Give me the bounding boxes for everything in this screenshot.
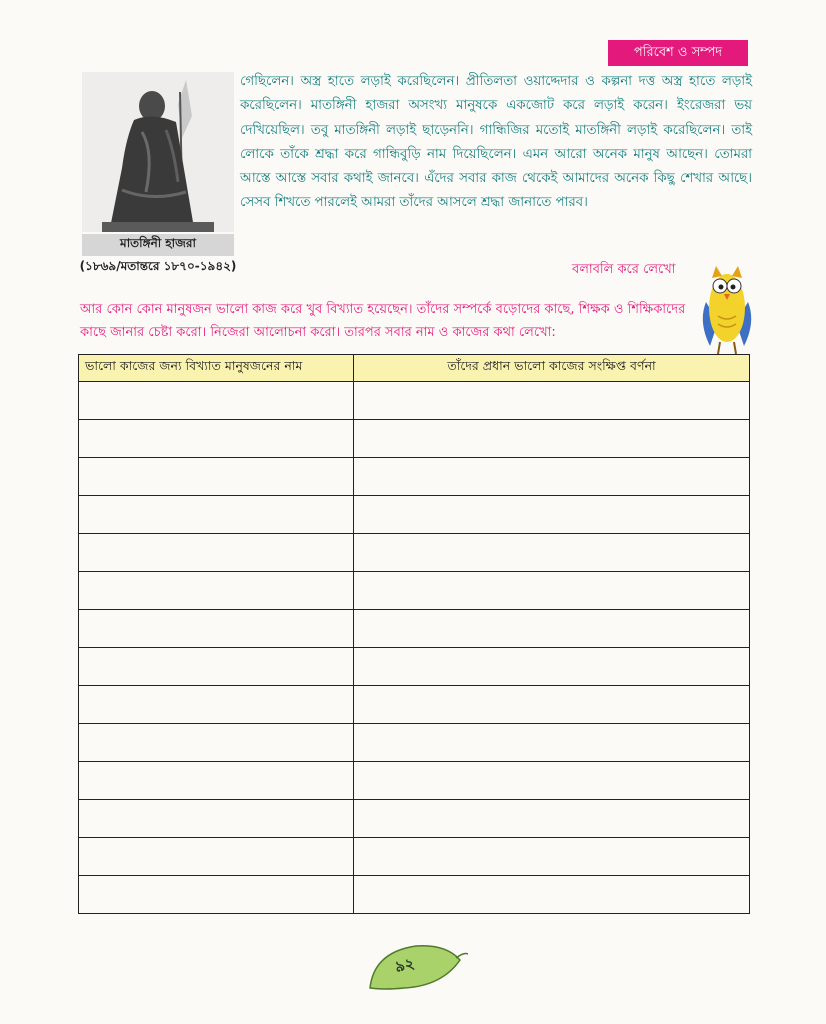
table-row: [79, 876, 750, 914]
description-cell[interactable]: [354, 496, 750, 534]
name-cell[interactable]: [79, 762, 354, 800]
description-cell[interactable]: [354, 382, 750, 420]
body-paragraph: গেছিলেন। অস্ত্র হাতে লড়াই করেছিলেন। প্রীতিলতা ওয়াদ্দেদার ও কল্পনা দত্ত অস্ত্র হাতে লড়াই করেছিলেন। মাতঙ্গিনী হাজরা অসংখ্য মানুষকে একজোট করে লড়াই করেন। ইংরেজরা ভয় দেখিয়েছিল। তবু মাতঙ্গিনী লড়াই ছাড়েননি। গান্ধিজির মতোই মাতঙ্গিনী লড়াই করেছিলেন। তাই লোকে তাঁকে শ্রদ্ধা করে গান্ধিবুড়ি নাম দিয়েছিলেন। এমন আরো অনেক মানুষ আছেন। তোমরা আস্তে আস্তে সবার কথাই জানবে। এঁদের সবার কাজ থেকেই আমাদের অনেক কিছু শেখার আছে। সেসব শিখতে পারলেই আমরা তাঁদের আসলে শ্রদ্ধা জানাতে পারব।: [240, 74, 752, 211]
table-row: [79, 800, 750, 838]
table-row: [79, 724, 750, 762]
description-cell[interactable]: [354, 686, 750, 724]
name-cell[interactable]: [79, 382, 354, 420]
name-cell[interactable]: [79, 724, 354, 762]
description-cell[interactable]: [354, 876, 750, 914]
column-header-description: তাঁদের প্রধান ভালো কাজের সংক্ষিপ্ত বর্ণনা: [354, 355, 750, 382]
name-cell[interactable]: [79, 610, 354, 648]
table-row: [79, 838, 750, 876]
fill-in-table: [78, 354, 750, 914]
section-tag: পরিবেশ ও সম্পদ: [608, 40, 748, 66]
description-cell[interactable]: [354, 648, 750, 686]
description-cell[interactable]: [354, 572, 750, 610]
table-row: [79, 496, 750, 534]
table-row: [79, 458, 750, 496]
name-cell[interactable]: [79, 686, 354, 724]
figure-caption-name: মাতঙ্গিনী হাজরা: [82, 234, 234, 256]
table-header-row: [79, 355, 750, 382]
table-row: [79, 762, 750, 800]
name-cell[interactable]: [79, 572, 354, 610]
statue-photo: [82, 72, 234, 232]
description-cell[interactable]: [354, 420, 750, 458]
table-row: [79, 648, 750, 686]
table-row: [79, 572, 750, 610]
description-cell[interactable]: [354, 838, 750, 876]
table-row: [79, 420, 750, 458]
description-cell[interactable]: [354, 610, 750, 648]
name-cell[interactable]: [79, 876, 354, 914]
description-cell[interactable]: [354, 534, 750, 572]
name-cell[interactable]: [79, 420, 354, 458]
activity-instruction: আর কোন কোন মানুষজন ভালো কাজ করে খুব বিখ্যাত হয়েছেন। তাঁদের সম্পর্কে বড়োদের কাছে, শিক্ষক ও শিক্ষিকাদের কাছে জানার চেষ্টা করো। নিজেরা আলোচনা করো। তারপর সবার নাম ও কাজের কথা লেখো:: [80, 302, 686, 340]
name-cell[interactable]: [79, 800, 354, 838]
owl-icon: [700, 262, 754, 358]
description-cell[interactable]: [354, 724, 750, 762]
description-cell[interactable]: [354, 800, 750, 838]
name-cell[interactable]: [79, 648, 354, 686]
name-cell[interactable]: [79, 838, 354, 876]
description-cell[interactable]: [354, 762, 750, 800]
page-number: ৯২: [393, 954, 417, 976]
table-row: [79, 686, 750, 724]
description-cell[interactable]: [354, 458, 750, 496]
freedom-fighter-statue: [82, 72, 234, 232]
name-cell[interactable]: [79, 534, 354, 572]
table-row: [79, 382, 750, 420]
figure-caption-dates: (১৮৬৯/মতান্তরে ১৮৭০-১৯৪২): [79, 259, 237, 273]
table-row: [79, 534, 750, 572]
name-cell[interactable]: [79, 496, 354, 534]
column-header-name: ভালো কাজের জন্য বিখ্যাত মানুষজনের নাম: [79, 355, 354, 382]
table-row: [79, 610, 750, 648]
name-cell[interactable]: [79, 458, 354, 496]
activity-heading: বলাবলি করে লেখো: [572, 262, 676, 277]
